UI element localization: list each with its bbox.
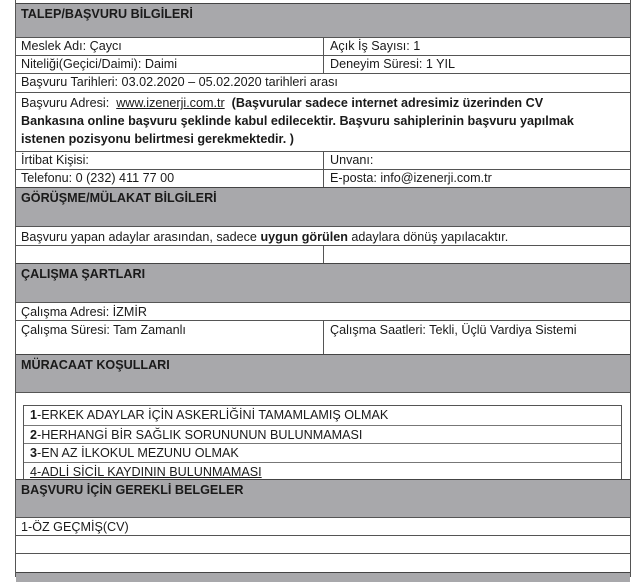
niteligi: Niteliği(Geçici/Daimi): Daimi <box>21 57 178 71</box>
calisma-adresi: Çalışma Adresi: İZMİR <box>21 305 147 319</box>
telefonu: Telefonu: 0 (232) 411 77 00 <box>21 171 175 185</box>
section-header-belgeler <box>16 479 630 517</box>
calisma-suresi: Çalışma Süresi: Tam Zamanlı <box>21 323 186 337</box>
website-link[interactable]: www.izenerji.com.tr <box>116 96 225 110</box>
section-header-talep <box>16 3 630 37</box>
basvuru-tarihleri: Başvuru Tarihleri: 03.02.2020 – 05.02.2020 tarihleri arası <box>21 75 338 89</box>
row-basvuru-tarihleri <box>16 73 630 92</box>
unvani: Unvanı: <box>330 153 374 167</box>
row-gorusme-text <box>16 226 630 245</box>
basvuru-note: (Başvurular sadece internet adresimiz üzerinden CV Bankasına online başvuru şeklinde kabul edilecektir. Başvuru sahiplerinin başvuru yapılmak istenen pozisyonu belirtmesi gerekmektedir. ) <box>21 96 574 146</box>
acik-is-sayisi: Açık İş Sayısı: 1 <box>330 39 421 53</box>
list-item: 3-EN AZ İLKOKUL MEZUNU OLMAK <box>24 443 621 462</box>
section-header-gorusme <box>16 187 630 226</box>
section-header-next <box>16 572 630 582</box>
row-empty <box>16 245 630 263</box>
row-meslek <box>16 37 630 55</box>
list-item: 2-HERHANGİ BİR SAĞLIK SORUNUNUN BULUNMAMASI <box>24 425 621 444</box>
calisma-saatleri: Çalışma Saatleri: Tekli, Üçlü Vardiya Sistemi <box>330 323 577 337</box>
deneyim-suresi: Deneyim Süresi: 1 YIL <box>330 57 456 71</box>
gorusme-text-bold: uygun görülen <box>260 230 348 244</box>
list-item: 4-ADLİ SİCİL KAYDININ BULUNMAMASI <box>24 462 621 480</box>
row-calisma-adresi <box>16 302 630 320</box>
belge-item: 1-ÖZ GEÇMİŞ(CV) <box>21 520 129 534</box>
basvuru-adresi-label: Başvuru Adresi: <box>21 96 110 110</box>
section-header-muracaat <box>16 354 630 392</box>
section-title: TALEP/BAŞVURU BİLGİLERİ <box>21 7 193 21</box>
section-title: ÇALIŞMA ŞARTLARI <box>21 267 146 281</box>
row-basvuru-adresi <box>16 92 630 151</box>
meslek-adi: Meslek Adı: Çaycı <box>21 39 122 53</box>
row-belge-1 <box>16 517 630 535</box>
irtibat-kisisi: İrtibat Kişisi: <box>21 153 89 167</box>
row-iletisim <box>16 169 630 187</box>
section-title: BAŞVURU İÇİN GEREKLİ BELGELER <box>21 483 244 497</box>
row-calisma-suresi <box>16 320 630 354</box>
eposta: E-posta: info@izenerji.com.tr <box>330 171 492 185</box>
section-title: GÖRÜŞME/MÜLAKAT BİLGİLERİ <box>21 191 217 205</box>
row-belge-3 <box>16 553 630 572</box>
list-item: 1-ERKEK ADAYLAR İÇİN ASKERLİĞİNİ TAMAMLAMIŞ OLMAK <box>30 408 389 422</box>
section-title: MÜRACAAT KOŞULLARI <box>21 358 170 372</box>
gorusme-text: Başvuru yapan adaylar arasından, sadece <box>21 230 261 244</box>
muracaat-body <box>16 392 630 479</box>
row-irtibat <box>16 151 630 169</box>
row-nitelik <box>16 55 630 73</box>
gorusme-text-end: adaylara dönüş yapılacaktır. <box>347 230 509 244</box>
section-header-calisma <box>16 263 630 302</box>
job-posting-form <box>15 0 631 577</box>
muracaat-list <box>23 405 622 479</box>
row-belge-2 <box>16 535 630 553</box>
